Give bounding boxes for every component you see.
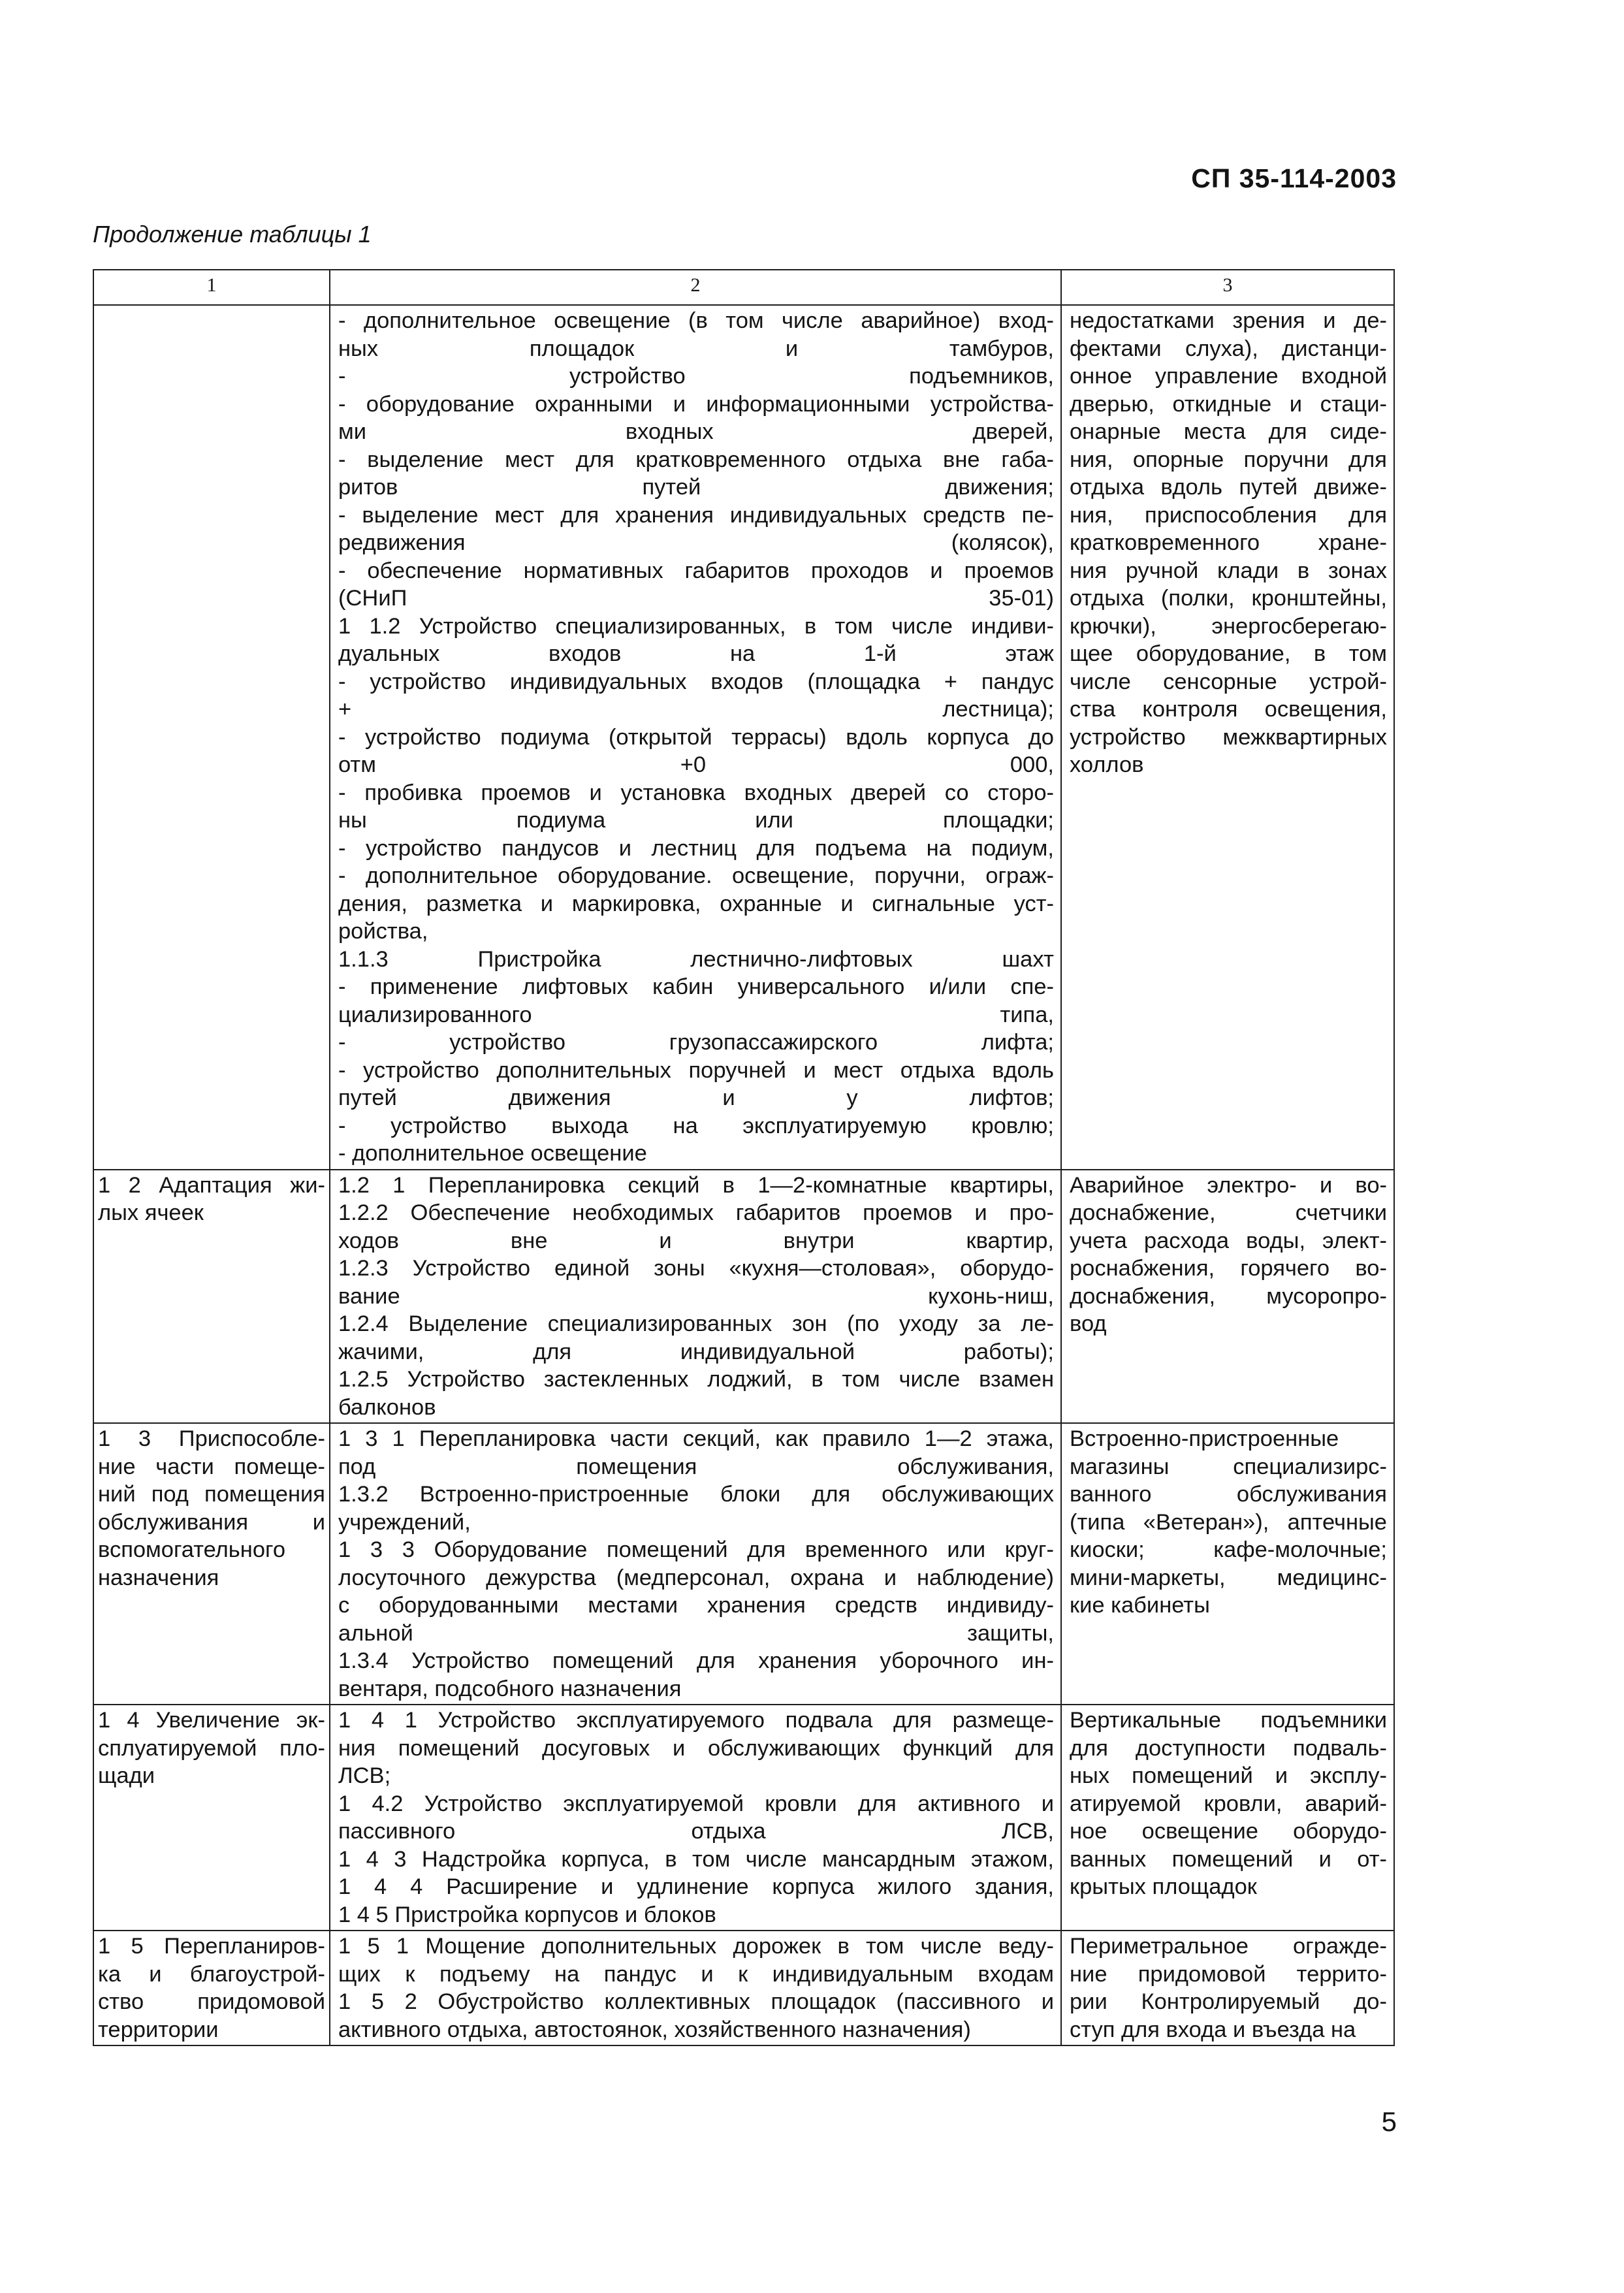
text-line: холлов	[1070, 752, 1144, 777]
measures-cell	[330, 1423, 1061, 1705]
text-line: вод	[1070, 1311, 1107, 1336]
text-line: - устройство пандусов и лестниц для подъема на подиум,	[338, 835, 1054, 861]
text-line: вание кухонь-ниш,	[338, 1283, 1054, 1309]
text-line: щих к подъему на пандус и к индивидуальным входам	[338, 1961, 1054, 1987]
equipment-cell	[1061, 1423, 1394, 1705]
text-line: лых ячеек	[98, 1200, 204, 1225]
text-line: щее оборудование, в том	[1070, 641, 1387, 666]
text-line: Аварийное электро- и во-	[1070, 1172, 1387, 1198]
text-line: (типа «Ветеран»), аптечные	[1070, 1509, 1387, 1535]
text-line: доснабжения, мусоропро-	[1070, 1283, 1387, 1309]
text-line: 1.2.2 Обеспечение необходимых габаритов проемов и про-	[338, 1200, 1054, 1225]
text-line: крытых площадок	[1070, 1874, 1257, 1899]
text-line: ние части помеще-	[98, 1454, 325, 1479]
text-line: под помещения обслуживания,	[338, 1454, 1054, 1479]
text-line: - выделение мест для хранения индивидуальных средств пе-	[338, 502, 1054, 528]
text-line: (СНиП 35-01)	[338, 586, 1054, 611]
column-header: 1	[93, 270, 330, 305]
text-line: - пробивка проемов и установка входных дверей со сторо-	[338, 780, 1054, 805]
text-line: отдыха (полки, кронштейны,	[1070, 586, 1387, 611]
table-header-row	[93, 270, 1394, 305]
text-line: ройства,	[338, 919, 428, 944]
text-line: ное освещение оборудо-	[1070, 1819, 1387, 1844]
text-line: 1 2 Адаптация жи-	[98, 1172, 325, 1198]
text-line: жачими, для индивидуальной работы);	[338, 1339, 1054, 1364]
text-line: 1 3 Приспособле-	[98, 1426, 325, 1451]
text-line: ния ручной клади в зонах	[1070, 558, 1387, 583]
text-line: 1 3 3 Оборудование помещений для временного или круг-	[338, 1537, 1054, 1562]
text-line: - устройство подиума (открытой террасы) вдоль корпуса до	[338, 724, 1054, 750]
text-line: дуальных входов на 1-й этаж	[338, 641, 1054, 666]
text-line: ванных помещений и от-	[1070, 1846, 1387, 1872]
text-line: доснабжение, счетчики	[1070, 1200, 1387, 1225]
text-line: лосуточного дежурства (медперсонал, охрана и наблюдение)	[338, 1565, 1054, 1590]
table-row	[93, 305, 1394, 1170]
text-line: альной защиты,	[338, 1620, 1054, 1646]
text-line: учреждений,	[338, 1509, 471, 1535]
text-line: 1.2.5 Устройство застекленных лоджий, в том числе взамен	[338, 1367, 1054, 1392]
table-row	[93, 1705, 1394, 1931]
measures-cell	[330, 305, 1061, 1170]
text-line: ния, приспособления для	[1070, 502, 1387, 528]
text-line: ния, опорные поручни для	[1070, 447, 1387, 472]
text-line: - применение лифтовых кабин универсального и/или спе-	[338, 974, 1054, 999]
measures-cell	[330, 1705, 1061, 1931]
text-line: 1 4 5 Пристройка корпусов и блоков	[338, 1902, 716, 1927]
equipment-cell	[1061, 305, 1394, 1170]
text-line: киоски; кафе-молочные;	[1070, 1537, 1387, 1562]
text-line: - устройство грузопассажирского лифта;	[338, 1030, 1054, 1055]
text-line: вентаря, подсобного назначения	[338, 1676, 682, 1701]
text-line: онарные места для сиде-	[1070, 419, 1387, 444]
text-line: - дополнительное освещение	[338, 1141, 647, 1166]
text-line: учета расхода воды, элект-	[1070, 1228, 1387, 1253]
text-line: устройство межквартирных	[1070, 724, 1387, 750]
equipment-cell	[1061, 1170, 1394, 1424]
text-line: фектами слуха), дистанци-	[1070, 336, 1387, 361]
text-line: - устройство индивидуальных входов (площадка + пандус	[338, 669, 1054, 694]
text-line: - устройство выхода на эксплуатируемую кровлю;	[338, 1113, 1054, 1138]
text-line: магазины специализирс-	[1070, 1454, 1387, 1479]
text-line: ступ для входа и въезда на	[1070, 2017, 1356, 2042]
text-line: ны подиума или площадки;	[338, 808, 1054, 833]
text-line: - оборудование охранными и информационными устройства-	[338, 391, 1054, 417]
text-line: территории	[98, 2017, 219, 2042]
text-line: обслуживания и	[98, 1509, 325, 1535]
equipment-cell	[1061, 1931, 1394, 2045]
measures-cell	[330, 1170, 1061, 1424]
measures-cell	[330, 1931, 1061, 2045]
text-line: ния помещений досуговых и обслуживающих функций для	[338, 1735, 1054, 1761]
text-line: недостатками зрения и де-	[1070, 308, 1387, 333]
text-line: 1.2.3 Устройство единой зоны «кухня—столовая», оборудо-	[338, 1256, 1054, 1281]
row-header-cell	[93, 1705, 330, 1931]
text-line: щади	[98, 1763, 155, 1788]
text-line: кие кабинеты	[1070, 1593, 1210, 1618]
text-line: 1 4 4 Расширение и удлинение корпуса жилого здания,	[338, 1874, 1054, 1899]
row-header-cell	[93, 305, 330, 1170]
text-line: балконов	[338, 1394, 436, 1420]
text-line: с оборудованными местами хранения средств индивиду-	[338, 1593, 1054, 1618]
text-line: дения, разметка и маркировка, охранные и сигнальные уст-	[338, 891, 1054, 916]
text-line: кратковременного хране-	[1070, 530, 1387, 555]
text-line: Периметральное огражде-	[1070, 1934, 1387, 1959]
text-line: крючки), энергосберегаю-	[1070, 613, 1387, 639]
text-line: путей движения и у лифтов;	[338, 1085, 1054, 1110]
text-line: сплуатируемой пло-	[98, 1735, 325, 1761]
equipment-cell	[1061, 1705, 1394, 1931]
row-header-cell	[93, 1423, 330, 1705]
text-line: 1 4.2 Устройство эксплуатируемой кровли для активного и	[338, 1791, 1054, 1816]
text-line: - выделение мест для кратковременного отдыха вне габа-	[338, 447, 1054, 472]
text-line: ритов путей движения;	[338, 475, 1054, 500]
text-line: ка и благоустрой-	[98, 1961, 325, 1987]
document-code: СП 35-114-2003	[1191, 163, 1397, 193]
text-line: 1 4 3 Надстройка корпуса, в том числе мансардным этажом,	[338, 1846, 1054, 1872]
text-line: ство придомовой	[98, 1989, 325, 2014]
text-line: 1 3 1 Перепланировка части секций, как правило 1—2 этажа,	[338, 1426, 1054, 1451]
table-row	[93, 1931, 1394, 2045]
text-line: - устройство дополнительных поручней и мест отдыха вдоль	[338, 1057, 1054, 1083]
text-line: роснабжения, горячего во-	[1070, 1256, 1387, 1281]
text-line: ние придомовой террито-	[1070, 1961, 1387, 1987]
text-line: онное управление входной	[1070, 364, 1387, 389]
text-line: ми входных дверей,	[338, 419, 1054, 444]
text-line: атируемой кровли, аварий-	[1070, 1791, 1387, 1816]
text-line: ЛСВ;	[338, 1763, 391, 1788]
row-header-cell	[93, 1170, 330, 1424]
row-header-cell	[93, 1931, 330, 2045]
text-line: ных площадок и тамбуров,	[338, 336, 1054, 361]
text-line: 1 4 Увеличение эк-	[98, 1708, 325, 1733]
text-line: 1 5 2 Обустройство коллективных площадок (пассивного и	[338, 1989, 1054, 2014]
text-line: ванного обслуживания	[1070, 1482, 1387, 1507]
text-line: 1 5 1 Мощение дополнительных дорожек в том числе веду-	[338, 1934, 1054, 1959]
text-line: активного отдыха, автостоянок, хозяйственного назначения)	[338, 2017, 971, 2042]
text-line: Встроенно-пристроенные	[1070, 1426, 1339, 1451]
text-line: рии Контролируемый до-	[1070, 1989, 1387, 2014]
text-line: вспомогательного	[98, 1537, 286, 1562]
text-line: ний под помещения	[98, 1482, 325, 1507]
text-line: Вертикальные подъемники	[1070, 1708, 1387, 1733]
text-line: мини-маркеты, медицинс-	[1070, 1565, 1387, 1590]
main-table	[93, 269, 1395, 2046]
text-line: - обеспечение нормативных габаритов проходов и проемов	[338, 558, 1054, 583]
text-line: пассивного отдыха ЛСВ,	[338, 1819, 1054, 1844]
text-line: отдыха вдоль путей движе-	[1070, 475, 1387, 500]
column-header: 2	[330, 270, 1061, 305]
text-line: + лестница);	[338, 697, 1054, 722]
text-line: ства контроля освещения,	[1070, 697, 1387, 722]
text-line: 1 4 1 Устройство эксплуатируемого подвала для размеще-	[338, 1708, 1054, 1733]
text-line: редвижения (колясок),	[338, 530, 1054, 555]
text-line: - устройство подъемников,	[338, 364, 1054, 389]
text-line: 1.2.4 Выделение специализированных зон (по уходу за ле-	[338, 1311, 1054, 1336]
text-line: отм +0 000,	[338, 752, 1054, 777]
table-body	[93, 305, 1394, 2045]
text-line: дверью, откидные и стаци-	[1070, 391, 1387, 417]
table-caption: Продолжение таблицы 1	[93, 221, 372, 248]
text-line: для доступности подваль-	[1070, 1735, 1387, 1761]
text-line: числе сенсорные устрой-	[1070, 669, 1387, 694]
text-line: назначения	[98, 1565, 219, 1590]
text-line: 1 1.2 Устройство специализированных, в том числе индиви-	[338, 613, 1054, 639]
page-number: 5	[1381, 2106, 1397, 2137]
table-row	[93, 1170, 1394, 1424]
text-line: - дополнительное оборудование. освещение, поручни, ограж-	[338, 863, 1054, 888]
text-line: 1.3.4 Устройство помещений для хранения уборочного ин-	[338, 1648, 1054, 1673]
text-line: 1.1.3 Пристройка лестнично-лифтовых шахт	[338, 946, 1054, 972]
table-row	[93, 1423, 1394, 1705]
column-header: 3	[1061, 270, 1394, 305]
text-line: - дополнительное освещение (в том числе аварийное) вход-	[338, 308, 1054, 333]
text-line: 1.2 1 Перепланировка секций в 1—2-комнатные квартиры,	[338, 1172, 1054, 1198]
text-line: 1 5 Перепланиров-	[98, 1934, 325, 1959]
text-line: циализированного типа,	[338, 1002, 1054, 1027]
text-line: ных помещений и эксплу-	[1070, 1763, 1387, 1788]
text-line: 1.3.2 Встроенно-пристроенные блоки для обслуживающих	[338, 1482, 1054, 1507]
text-line: ходов вне и внутри квартир,	[338, 1228, 1054, 1253]
